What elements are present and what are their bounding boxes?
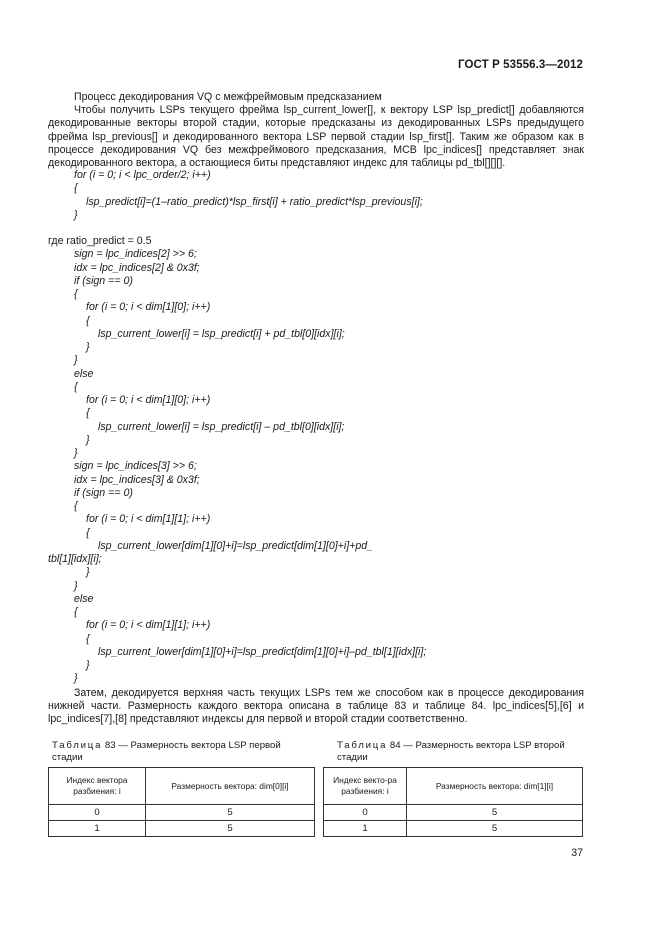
code-line: lsp_predict[i]=(1–ratio_predict)*lsp_first[i] + ratio_predict*lsp_previous[i]; xyxy=(86,195,423,208)
table-cell: 5 xyxy=(146,821,315,837)
code-line: { xyxy=(74,182,78,195)
where-line: где ratio_predict = 0.5 xyxy=(48,235,152,247)
table-83-caption-word: Таблица xyxy=(52,740,103,751)
code-line: } xyxy=(74,447,78,459)
code-line: } xyxy=(86,341,90,353)
table-cell: 5 xyxy=(146,805,315,821)
code-line: { xyxy=(74,606,78,618)
code-line: idx = lpc_indices[3] & 0x3f; xyxy=(74,473,200,486)
code-line: else xyxy=(74,367,94,380)
code-line: { xyxy=(74,288,78,300)
section-heading: Процесс декодирования VQ с межфреймовым предсказанием xyxy=(74,91,382,103)
code-block-predict xyxy=(48,169,588,222)
code-line: for (i = 0; i < dim[1][1]; i++) xyxy=(86,619,211,632)
table-cell: 5 xyxy=(407,805,583,821)
code-line: } xyxy=(86,659,90,671)
table-83-col-dim: Размерность вектора: dim[0][i] xyxy=(146,768,315,805)
table-cell: 5 xyxy=(407,821,583,837)
code-line: { xyxy=(86,526,90,539)
table-84-caption-word: Таблица xyxy=(337,740,388,751)
table-header-row xyxy=(49,768,315,805)
code-line: { xyxy=(86,632,90,645)
table-84-col-index: Индекс векто-ра разбиения: i xyxy=(324,768,407,805)
table-84-caption-text: 84 — Размерность вектора LSP второй стадии xyxy=(337,740,565,763)
table-row xyxy=(324,821,583,837)
table-cell: 0 xyxy=(49,805,146,821)
code-line: if (sign == 0) xyxy=(74,274,133,287)
code-line: lsp_current_lower[dim[1][0]+i]=lsp_predict[dim[1][0]+i]–pd_tbl[1][idx][i]; xyxy=(98,645,427,658)
code-line: } xyxy=(74,579,78,592)
page-number: 37 xyxy=(571,847,583,859)
code-line: } xyxy=(86,566,90,579)
table-83-caption xyxy=(52,740,314,763)
table-84-caption xyxy=(337,740,583,763)
code-line: { xyxy=(86,407,90,420)
table-83-col-index: Индекс вектора разбиения: i xyxy=(49,768,146,805)
code-line: } xyxy=(74,208,78,221)
code-line: } xyxy=(86,433,90,446)
code-line: if (sign == 0) xyxy=(74,486,133,499)
code-line: { xyxy=(86,314,90,327)
table-cell: 1 xyxy=(49,821,146,837)
code-line: for (i = 0; i < dim[1][0]; i++) xyxy=(86,394,211,406)
code-line: tbl[1][idx][i]; xyxy=(48,553,102,565)
table-row xyxy=(49,821,315,837)
code-line: lsp_current_lower[i] = lsp_predict[i] – pd_tbl[0][idx][i]; xyxy=(98,420,345,433)
code-line: for (i = 0; i < dim[1][0]; i++) xyxy=(86,301,211,314)
code-line: { xyxy=(74,380,78,393)
outro-section xyxy=(48,687,584,727)
table-cell: 0 xyxy=(324,805,407,821)
table-header-row xyxy=(324,768,583,805)
code-line: lsp_current_lower[dim[1][0]+i]=lsp_predict[dim[1][0]+i]+pd_ xyxy=(98,539,373,552)
code-line: } xyxy=(74,354,78,367)
table-83 xyxy=(48,767,315,837)
code-line: for (i = 0; i < lpc_order/2; i++) xyxy=(74,169,211,181)
code-line: lsp_current_lower[i] = lsp_predict[i] + pd_tbl[0][idx][i]; xyxy=(98,327,345,340)
code-block-decode xyxy=(48,235,588,686)
code-line: idx = lpc_indices[2] & 0x3f; xyxy=(74,261,200,274)
outro-paragraph: Затем, декодируется верхняя часть текущих LSPs тем же способом как в процессе декодирования нижней части. Размерность каждого вектора описана в таблице 83 и таблице 84. lpc_indices[5],[6] и lpc_indices[7],[8] представляют индексы для первой и второй стадии соответственно. xyxy=(48,687,584,726)
intro-paragraph: Чтобы получить LSPs текущего фрейма lsp_current_lower[], к вектору LSP lsp_predict[] добавляются декодированные векторы второй стадии, которые предсказаны из декодированных LSPs предыдущего фрейма lsp_previous[] и декодированного вектора LSP первой стадии lsp_first[]. Таким же образом как в процессе декодирования VQ без межфреймового предсказания, MCB lpc_indices[] представляет знак декодированного вектора, а остающиеся биты представляют индекс для таблицы pd_tbl[][][]. xyxy=(48,104,584,170)
code-line: { xyxy=(74,500,78,512)
table-83-caption-text: 83 — Размерность вектора LSP первой стадии xyxy=(52,740,281,763)
document-header: ГОСТ Р 53556.3—2012 xyxy=(458,59,583,71)
code-line: sign = lpc_indices[3] >> 6; xyxy=(74,460,197,473)
table-row xyxy=(49,805,315,821)
code-line: sign = lpc_indices[2] >> 6; xyxy=(74,248,197,261)
table-84 xyxy=(323,767,583,837)
table-cell: 1 xyxy=(324,821,407,837)
code-line: else xyxy=(74,592,94,605)
code-line: } xyxy=(74,672,78,685)
table-row xyxy=(324,805,583,821)
code-line: for (i = 0; i < dim[1][1]; i++) xyxy=(86,513,211,526)
intro-section xyxy=(48,91,584,170)
table-84-col-dim: Размерность вектора: dim[1][i] xyxy=(407,768,583,805)
